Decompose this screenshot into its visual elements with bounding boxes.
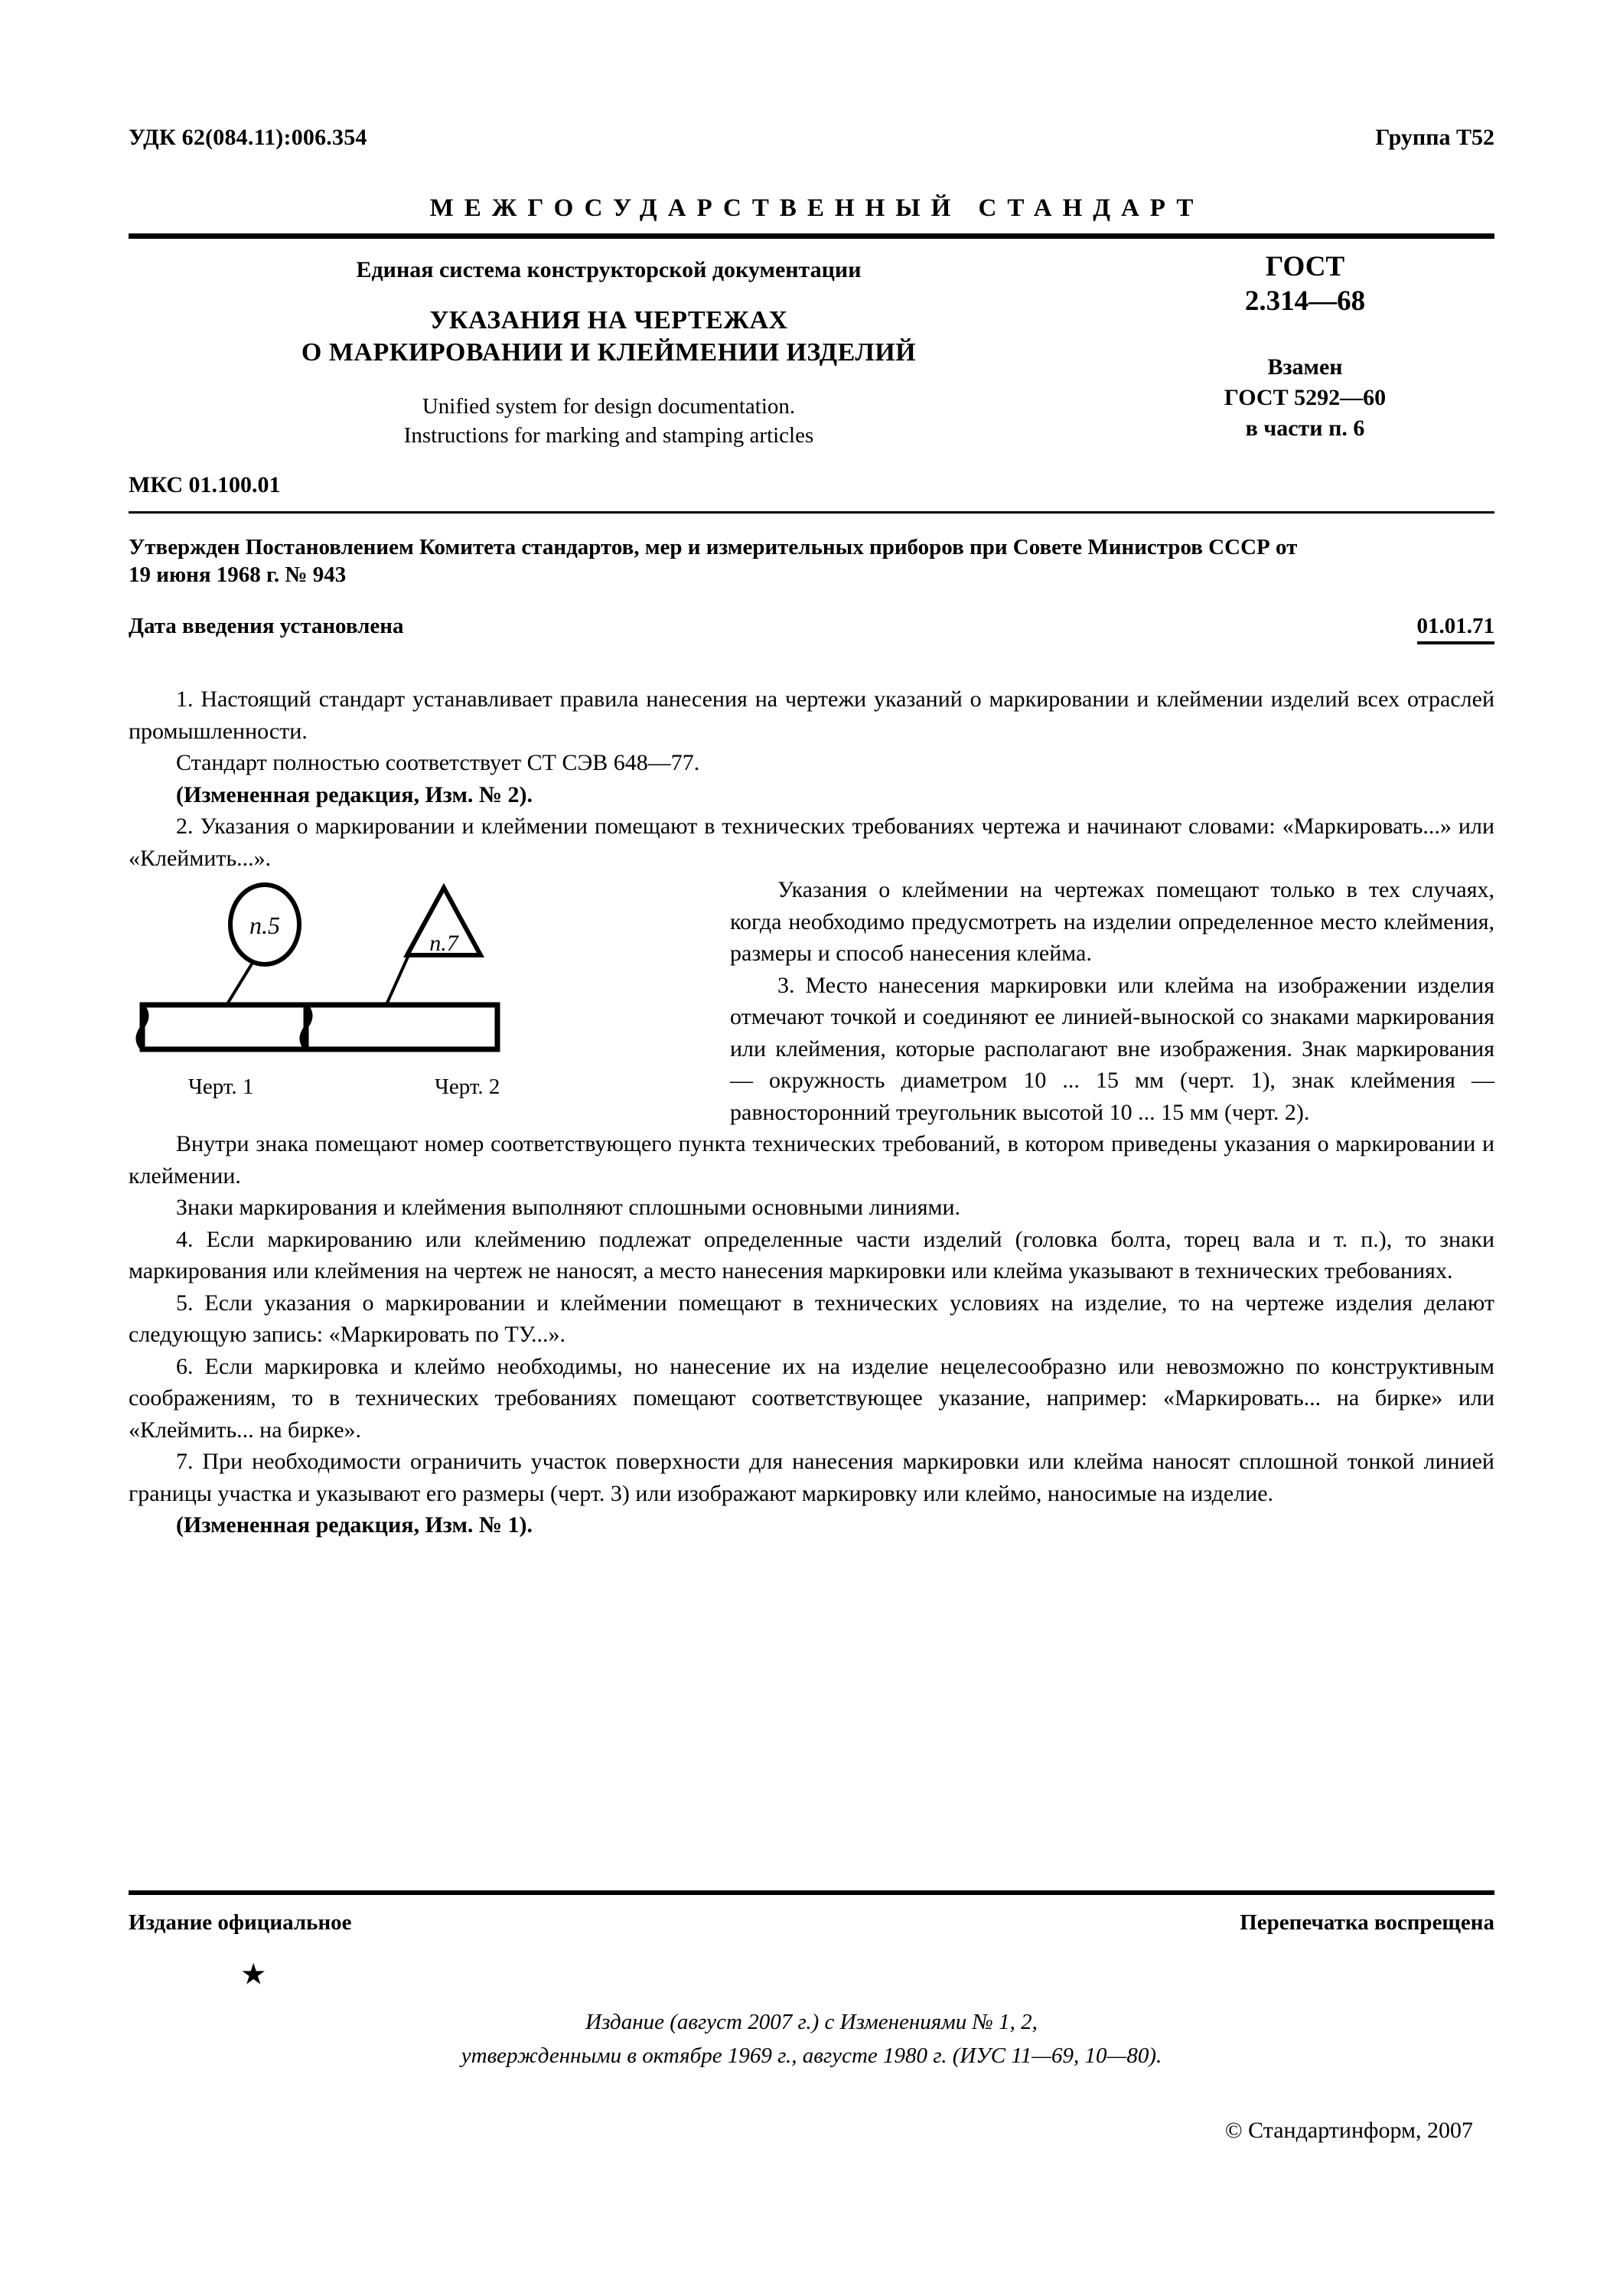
paragraph-2: 2. Указания о маркировании и клеймении помещают в технических требованиях чертежа и начинают словами: «Маркировать...» или «Клеймить...». [129, 814, 1494, 871]
paragraph-3-continued: Внутри знака помещают номер соответствующего пункта технических требований, в котором приведены указания о маркировании и клеймении. [129, 1131, 1494, 1189]
replaces-number: ГОСТ 5292—60 [1224, 385, 1387, 410]
mks-rule [129, 511, 1494, 514]
official-edition-note: Издание официальное [129, 1910, 352, 1935]
figure-1-caption: Черт. 1 [188, 1075, 254, 1099]
footer-rule [129, 1890, 1494, 1895]
udk-code: УДК 62(084.11):006.354 [129, 125, 367, 150]
approval-line-1: Утвержден Постановлением Комитета стандартов, мер и измерительных приборов при Совете Министров СССР от [129, 535, 1298, 559]
approval-line-2: 19 июня 1968 г. № 943 [129, 563, 347, 587]
paragraph-2-continued: Указания о клеймении на чертежах помещают только в тех случаях, когда необходимо предусмотреть на изделии определенное место клеймения, размеры и способ нанесения клейма. [730, 877, 1494, 966]
paragraph-1-revision-note: (Измененная редакция, Изм. № 2). [176, 781, 533, 807]
english-title-line-2: Instructions for marking and stamping articles [403, 423, 814, 448]
title-right-column [1116, 249, 1494, 444]
figures-region [129, 880, 710, 1107]
paragraph-5: 5. Если указания о маркировании и клеймении помещают в технических условиях на изделие, то на чертеже изделия делают следующую запись: «Маркировать по ТУ...». [129, 1290, 1494, 1347]
gost-replaces-block [1116, 352, 1494, 444]
gost-number: 2.314—68 [1244, 285, 1366, 317]
main-title-line-1: УКАЗАНИЯ НА ЧЕРТЕЖАХ [429, 306, 788, 334]
effective-date-label: Дата введения установлена [129, 614, 404, 638]
marking-stamping-figures-svg [129, 880, 710, 1071]
replaces-part: в части п. 6 [1245, 416, 1365, 441]
standard-band-title: МЕЖГОСУДАРСТВЕННЫЙ СТАНДАРТ [429, 194, 1204, 222]
footer-notice-row [129, 1907, 1494, 1989]
figure-1-mark-label: п.5 [249, 912, 280, 939]
mks-code: МКС 01.100.01 [129, 472, 281, 497]
figure-2-mark-label: п.7 [429, 931, 458, 956]
paragraph-6: 6. Если маркировка и клеймо необходимы, но нанесение их на изделие нецелесообразно или невозможно по конструктивным соображениям, то в технических требованиях помещают соответствующее указание, например: «Маркировать... на бирке» или «Клеймить... на бирке». [129, 1353, 1494, 1443]
edition-note-line-1: Издание (август 2007 г.) с Изменениями № 1, 2, [585, 2010, 1038, 2034]
edition-note-line-2: утвержденными в октябре 1969 г., августе 1980 г. (ИУС 11—69, 10—80). [461, 2043, 1162, 2068]
reprint-prohibited-note: Перепечатка воспрещена [1240, 1910, 1494, 1935]
paragraph-3: 3. Место нанесения маркировки или клейма на изображении изделия отмечают точкой и соединяют ее линией-выноской со знаками маркирования или клеймения, которые располагают вне изображения. Знак маркирования — окружность диаметром 10 ... 15 мм (черт. 1), знак клеймения — равносторонний треугольник высотой 10 ... 15 мм (черт. 2). [730, 972, 1494, 1125]
star-icon: ★ [242, 1961, 266, 1989]
paragraph-7: 7. При необходимости ограничить участок поверхности для нанесения маркировки или клейма наносят сплошной тонкой линией границы участка и указывают его размеры (черт. 3) или изображают маркировку или клеймо, наносимые на изделие. [129, 1449, 1494, 1506]
system-title: Единая система конструкторской документации [356, 257, 862, 282]
paragraph-1-standard-note: Стандарт полностью соответствует СТ СЭВ 648—77. [176, 750, 700, 775]
gost-number-block [1116, 249, 1494, 318]
paragraph-1: 1. Настоящий стандарт устанавливает правила нанесения на чертежи указаний о маркировании и клеймении изделий всех отраслей промышленности. [129, 687, 1494, 744]
paragraph-4: 4. Если маркированию или клеймению подлежат определенные части изделий (головка болта, торец вала и т. п.), то знаки маркирования или клеймения на чертеж не наносят, а место нанесения маркировки или клейма указывают в технических требованиях. [129, 1226, 1494, 1283]
effective-date-value: 01.01.71 [1417, 612, 1495, 644]
english-title-line-1: Unified system for design documentation. [422, 394, 796, 419]
figure-captions [129, 1071, 710, 1107]
paragraph-3-lines-note: Знаки маркирования и клеймения выполняют сплошными основными линиями. [176, 1195, 961, 1220]
gost-label: ГОСТ [1265, 251, 1345, 282]
figure-2-part-outline [306, 1005, 497, 1049]
replaces-label: Взамен [1267, 354, 1343, 380]
figure-2-caption: Черт. 2 [435, 1075, 500, 1099]
main-title-line-2: О МАРКИРОВАНИИ И КЛЕЙМЕНИИ ИЗДЕЛИЙ [301, 338, 917, 367]
title-block [129, 239, 1494, 468]
english-title [129, 392, 1089, 450]
document-body [129, 683, 1494, 1541]
effective-date-row [129, 612, 1494, 644]
paragraph-7-revision-note: (Измененная редакция, Изм. № 1). [176, 1512, 533, 1538]
approval-note [129, 533, 1494, 589]
band-rule-thick [129, 233, 1494, 239]
copyright-note: © Стандартинформ, 2007 [1224, 2118, 1473, 2143]
page-footer [129, 1890, 1494, 2146]
figure-2-group [301, 888, 497, 1049]
page-content [129, 0, 1494, 1541]
group-code: Группа Т52 [1375, 125, 1494, 150]
top-identifier-row [129, 121, 1494, 155]
figures-drawings [129, 880, 710, 1071]
main-title [129, 305, 1089, 369]
title-left-column [129, 256, 1089, 450]
edition-note [129, 2005, 1494, 2073]
